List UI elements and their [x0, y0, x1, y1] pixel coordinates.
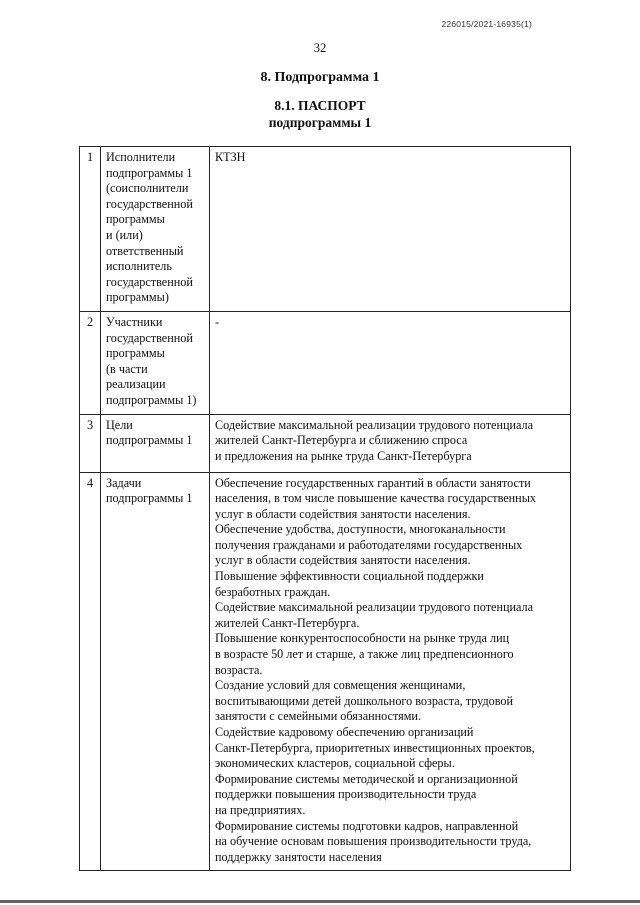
- field-name-line: государственной: [106, 274, 193, 289]
- field-name-line: Участники: [106, 314, 163, 329]
- section-title: 8. Подпрограмма 1: [260, 70, 380, 85]
- field-value-line: Содействие максимальной реализации трудового потенциала: [215, 600, 534, 615]
- field-name-line: программы: [106, 346, 165, 361]
- field-value-line: Обеспечение удобства, доступности, многоканальности: [215, 522, 506, 537]
- row-number: 2: [80, 311, 101, 414]
- table-row: [80, 472, 571, 871]
- row-number: 4: [80, 472, 101, 871]
- field-name-line: подпрограммы 1: [106, 433, 193, 448]
- row-field-value: [210, 414, 571, 472]
- row-field-name: [101, 414, 210, 472]
- field-name-line: ответственный: [106, 243, 184, 258]
- field-value-line: Формирование системы методической и организационной: [215, 771, 518, 786]
- row-number: 3: [80, 414, 101, 472]
- scan-edge-line: [0, 900, 640, 903]
- field-value-line: Создание условий для совмещения женщинами,: [215, 678, 466, 693]
- field-value-line: экономических кластеров, социальной сферы.: [215, 756, 455, 771]
- field-value-line: Обеспечение государственных гарантий в области занятости: [215, 475, 531, 490]
- field-value-line: Содействие кадровому обеспечению организаций: [215, 725, 474, 739]
- page-number: 32: [313, 41, 327, 55]
- field-name-line: Задачи: [106, 475, 142, 490]
- row-number: 1: [80, 147, 101, 312]
- field-name-line: исполнитель: [106, 259, 172, 274]
- field-name-line: (в части: [106, 361, 148, 376]
- field-value-line: на обучение основам повышения производительности труда,: [215, 834, 532, 849]
- field-value-line: Формирование системы подготовки кадров, направленной: [215, 818, 519, 833]
- field-value-line: поддержку занятости населения: [215, 849, 382, 864]
- field-value-line: получения гражданами и работодателями государственных: [215, 537, 523, 552]
- field-name-line: и (или): [106, 227, 143, 242]
- field-value-line: Санкт-Петербурга, приоритетных инвестиционных проектов,: [215, 740, 535, 755]
- field-value-line: Повышение эффективности социальной поддержки: [215, 569, 484, 584]
- field-value-line: Содействие максимальной реализации трудового потенциала: [215, 417, 534, 432]
- field-value-line: на предприятиях.: [215, 802, 306, 817]
- field-name-line: подпрограммы 1: [106, 165, 193, 180]
- field-value-line: в возрасте 50 лет и старше, а также лиц предпенсионного: [215, 647, 514, 662]
- field-value-line: населения, в том числе повышение качества государственных: [215, 491, 536, 506]
- field-name-line: программы: [106, 212, 165, 227]
- field-name-line: подпрограммы 1: [106, 491, 193, 506]
- table-row: [80, 147, 571, 312]
- field-value-line: Повышение конкурентоспособности на рынке труда лиц: [215, 631, 510, 646]
- row-field-value: [210, 147, 571, 312]
- field-value-line: жителей Санкт-Петербурга и сближению спроса: [215, 433, 468, 448]
- passport-subtitle: подпрограммы 1: [268, 115, 372, 130]
- document-number: 226015/2021-16935(1): [441, 19, 532, 29]
- field-value-line: КТЗН: [215, 150, 246, 164]
- field-value-line: поддержки повышения производительности труда: [215, 787, 477, 802]
- field-name-line: государственной: [106, 196, 193, 211]
- field-name-line: подпрограммы 1): [106, 392, 197, 407]
- field-value-line: услуг в области содействия занятости населения.: [215, 506, 471, 521]
- field-value-line: жителей Санкт-Петербурга.: [215, 615, 360, 630]
- field-value-line: и предложения на рынке труда Санкт-Петербурга: [215, 448, 472, 463]
- field-value-line: воспитывающими детей дошкольного возраста, трудовой: [215, 693, 514, 708]
- field-name-line: Цели: [106, 417, 133, 432]
- field-value-line: -: [215, 314, 220, 329]
- passport-table: [79, 146, 571, 871]
- field-value-line: занятости с семейными обязанностями.: [215, 709, 422, 724]
- passport-title: 8.1. ПАСПОРТ: [274, 98, 366, 113]
- field-value-line: безработных граждан.: [215, 584, 331, 599]
- row-field-value: [210, 472, 571, 871]
- row-field-name: [101, 311, 210, 414]
- field-name-line: реализации: [106, 377, 166, 392]
- row-field-name: [101, 472, 210, 871]
- field-name-line: государственной: [106, 330, 193, 345]
- row-field-value: [210, 311, 571, 414]
- field-name-line: Исполнители: [106, 150, 176, 164]
- table-row: [80, 311, 571, 414]
- field-name-line: программы): [106, 290, 169, 305]
- field-value-line: услуг в области содействия занятости населения.: [215, 553, 471, 568]
- field-value-line: возраста.: [215, 662, 263, 677]
- row-field-name: [101, 147, 210, 312]
- field-name-line: (соисполнители: [106, 181, 189, 196]
- passport-heading: [0, 97, 640, 131]
- table-row: [80, 414, 571, 472]
